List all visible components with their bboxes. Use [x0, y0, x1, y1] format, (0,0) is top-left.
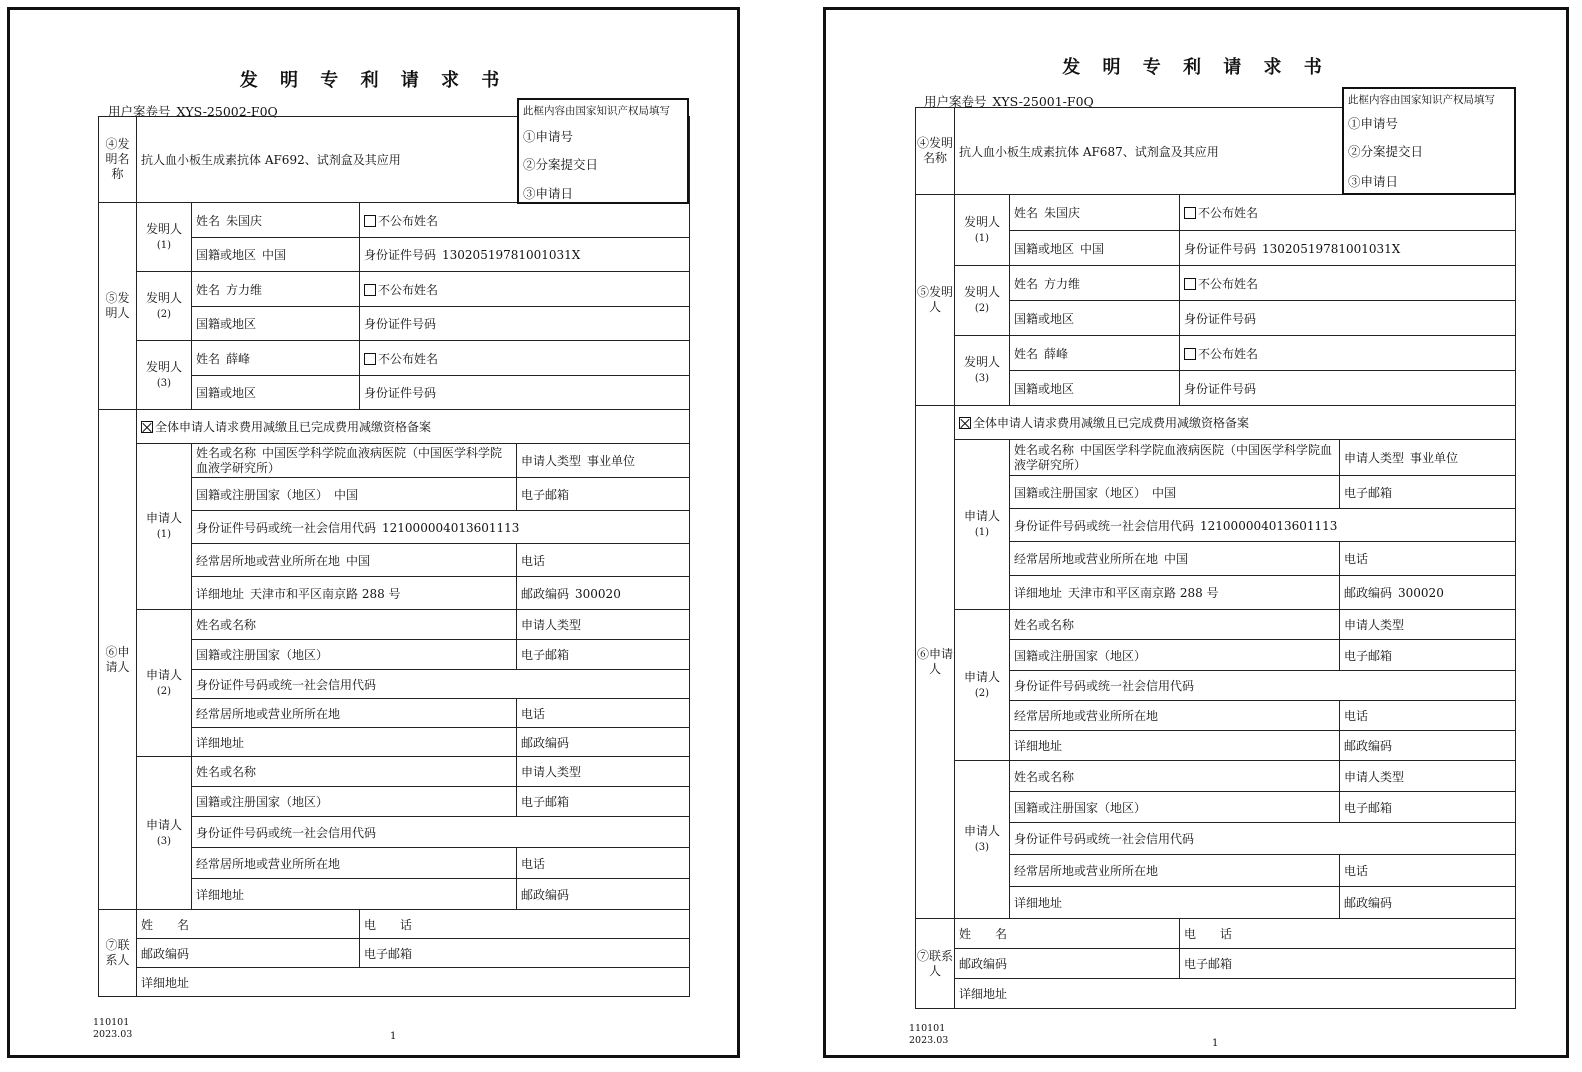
- applicant-2-email: 电子邮箱: [517, 640, 690, 670]
- inventor-3-name: 姓名 薛峰: [1010, 336, 1180, 371]
- inventor-1-name: 姓名 朱国庆: [1010, 195, 1180, 231]
- applicant-2-address: 详细地址: [192, 728, 517, 757]
- applicant-1-name: 姓名或名称 中国医学科学院血液病医院（中国医学科学院血液学研究所）: [1010, 440, 1340, 476]
- applicant-1-email: 电子邮箱: [517, 478, 690, 511]
- applicant-section-label: ⑥申请人: [99, 410, 137, 910]
- contact-email: 电子邮箱: [360, 939, 690, 968]
- invention-name-label: ④发明名称: [916, 108, 955, 195]
- applicant-3-label: 申请人 (3): [137, 757, 192, 910]
- applicant-1-type: 申请人类型 事业单位: [1340, 440, 1516, 476]
- applicant-1-email: 电子邮箱: [1340, 476, 1516, 509]
- applicant-2-residence: 经常居所地或营业所所在地: [1010, 701, 1340, 731]
- case-number-label: 用户案卷号: [108, 104, 171, 119]
- checkbox-icon[interactable]: [1184, 348, 1196, 360]
- applicant-2-address: 详细地址: [1010, 731, 1340, 761]
- case-number-value: XYS-25002-F0Q: [176, 104, 278, 119]
- inventor-3-nationality: 国籍或地区: [1010, 371, 1180, 406]
- office-use-box: [517, 98, 689, 204]
- page-number: 1: [1212, 1038, 1219, 1049]
- applicant-3-postcode: 邮政编码: [1340, 887, 1516, 919]
- inventor-3-hide-name[interactable]: 不公布姓名: [1180, 336, 1516, 371]
- office-use-note: 此框内容由国家知识产权局填写: [523, 105, 670, 117]
- checkbox-icon[interactable]: [1184, 207, 1196, 219]
- form-title: 发 明 专 利 请 求 书: [239, 70, 508, 91]
- inventor-2-hide-name[interactable]: 不公布姓名: [1180, 266, 1516, 301]
- applicant-2-country: 国籍或注册国家（地区）: [192, 640, 517, 670]
- office-use-box: [1342, 87, 1516, 195]
- applicant-3-postcode: 邮政编码: [517, 879, 690, 910]
- inventor-3-id: 身份证件号码: [1180, 371, 1516, 406]
- inventor-1-hide-name[interactable]: 不公布姓名: [360, 203, 690, 238]
- applicant-3-country: 国籍或注册国家（地区）: [1010, 792, 1340, 823]
- form-title: 发 明 专 利 请 求 书: [1062, 57, 1330, 78]
- application-date-field: ③申请日: [1348, 174, 1399, 189]
- contact-name: 姓 名: [955, 919, 1180, 949]
- applicant-1-postcode: 邮政编码 300020: [1340, 576, 1516, 610]
- applicant-2-label: 申请人 (2): [137, 610, 192, 757]
- applicant-3-address: 详细地址: [192, 879, 517, 910]
- contact-postcode: 邮政编码: [137, 939, 360, 968]
- applicant-3-phone: 电话: [1340, 855, 1516, 887]
- contact-name: 姓 名: [137, 910, 360, 939]
- application-date-field: ③申请日: [523, 186, 574, 201]
- applicant-1-name: 姓名或名称 中国医学科学院血液病医院（中国医学科学院血液学研究所）: [192, 444, 517, 478]
- checked-box-icon[interactable]: [959, 417, 971, 429]
- form-page-2: [823, 7, 1569, 1058]
- contact-postcode: 邮政编码: [955, 949, 1180, 979]
- applicant-1-residence: 经常居所地或营业所所在地 中国: [1010, 542, 1340, 576]
- applicant-3-type: 申请人类型: [517, 757, 690, 787]
- checkbox-icon[interactable]: [364, 353, 376, 365]
- applicant-1-residence: 经常居所地或营业所所在地 中国: [192, 544, 517, 577]
- inventor-1-label: 发明人 (1): [955, 195, 1010, 266]
- case-number-label: 用户案卷号: [924, 94, 987, 109]
- contact-phone: 电 话: [360, 910, 690, 939]
- page-number: 1: [390, 1031, 397, 1042]
- applicant-3-country: 国籍或注册国家（地区）: [192, 787, 517, 817]
- inventor-1-id: 身份证件号码 13020519781001031X: [360, 238, 690, 272]
- applicant-3-name: 姓名或名称: [1010, 761, 1340, 792]
- invention-name-label: ④发明名称: [99, 117, 137, 203]
- applicant-2-phone: 电话: [517, 699, 690, 728]
- applicant-3-residence: 经常居所地或营业所所在地: [192, 848, 517, 879]
- inventor-2-name: 姓名 方力维: [1010, 266, 1180, 301]
- contact-section-label: ⑦联系人: [916, 919, 955, 1009]
- applicant-3-address: 详细地址: [1010, 887, 1340, 919]
- inventor-3-nationality: 国籍或地区: [192, 376, 360, 410]
- applicant-1-label: 申请人 (1): [137, 444, 192, 610]
- checked-box-icon[interactable]: [141, 421, 153, 433]
- inventor-1-label: 发明人 (1): [137, 203, 192, 272]
- applicant-1-code: 身份证件号码或统一社会信用代码 121000004013601113: [192, 511, 690, 544]
- form-code: 110101 2023.03: [909, 1023, 949, 1046]
- inventor-3-label: 发明人 (3): [955, 336, 1010, 406]
- contact-phone: 电 话: [1180, 919, 1516, 949]
- inventor-2-label: 发明人 (2): [137, 272, 192, 341]
- inventor-1-nationality: 国籍或地区 中国: [192, 238, 360, 272]
- applicant-3-phone: 电话: [517, 848, 690, 879]
- inventor-3-label: 发明人 (3): [137, 341, 192, 410]
- application-number-field: ①申请号: [1348, 116, 1399, 131]
- applicant-1-address: 详细地址 天津市和平区南京路 288 号: [192, 577, 517, 610]
- applicant-3-email: 电子邮箱: [1340, 792, 1516, 823]
- fee-reduction-option[interactable]: 全体申请人请求费用减缴且已完成费用减缴资格备案: [137, 410, 690, 444]
- inventor-1-hide-name[interactable]: 不公布姓名: [1180, 195, 1516, 231]
- inventor-3-hide-name[interactable]: 不公布姓名: [360, 341, 690, 376]
- applicant-3-code: 身份证件号码或统一社会信用代码: [1010, 823, 1516, 855]
- applicant-1-phone: 电话: [1340, 542, 1516, 576]
- applicant-section-label: ⑥申请人: [916, 406, 955, 919]
- division-date-field: ②分案提交日: [523, 157, 599, 172]
- inventor-section-label: ⑤发明人: [916, 195, 955, 406]
- application-number-field: ①申请号: [523, 129, 574, 144]
- request-form-table: [98, 116, 690, 997]
- applicant-2-country: 国籍或注册国家（地区）: [1010, 640, 1340, 671]
- applicant-1-address: 详细地址 天津市和平区南京路 288 号: [1010, 576, 1340, 610]
- inventor-2-label: 发明人 (2): [955, 266, 1010, 336]
- invention-title: 抗人血小板生成素抗体 AF687、试剂盒及其应用: [955, 108, 1516, 195]
- fee-reduction-option[interactable]: 全体申请人请求费用减缴且已完成费用减缴资格备案: [955, 406, 1516, 440]
- inventor-2-id: 身份证件号码: [1180, 301, 1516, 336]
- applicant-3-email: 电子邮箱: [517, 787, 690, 817]
- inventor-1-name: 姓名 朱国庆: [192, 203, 360, 238]
- applicant-1-code: 身份证件号码或统一社会信用代码 121000004013601113: [1010, 509, 1516, 542]
- applicant-2-phone: 电话: [1340, 701, 1516, 731]
- applicant-1-type: 申请人类型 事业单位: [517, 444, 690, 478]
- applicant-1-phone: 电话: [517, 544, 690, 577]
- inventor-2-id: 身份证件号码: [360, 307, 690, 341]
- inventor-3-id: 身份证件号码: [360, 376, 690, 410]
- applicant-2-code: 身份证件号码或统一社会信用代码: [1010, 671, 1516, 701]
- applicant-2-type: 申请人类型: [517, 610, 690, 640]
- inventor-2-nationality: 国籍或地区: [1010, 301, 1180, 336]
- inventor-3-name: 姓名 薛峰: [192, 341, 360, 376]
- contact-address: 详细地址: [955, 979, 1516, 1009]
- applicant-2-name: 姓名或名称: [192, 610, 517, 640]
- applicant-2-code: 身份证件号码或统一社会信用代码: [192, 670, 690, 699]
- applicant-2-residence: 经常居所地或营业所所在地: [192, 699, 517, 728]
- checkbox-icon[interactable]: [364, 284, 376, 296]
- inventor-2-nationality: 国籍或地区: [192, 307, 360, 341]
- invention-title: 抗人血小板生成素抗体 AF692、试剂盒及其应用: [137, 117, 690, 203]
- applicant-2-email: 电子邮箱: [1340, 640, 1516, 671]
- applicant-1-country: 国籍或注册国家（地区） 中国: [192, 478, 517, 511]
- inventor-2-name: 姓名 方力维: [192, 272, 360, 307]
- checkbox-icon[interactable]: [364, 215, 376, 227]
- inventor-1-id: 身份证件号码 13020519781001031X: [1180, 231, 1516, 266]
- contact-section-label: ⑦联系人: [99, 910, 137, 997]
- applicant-1-postcode: 邮政编码 300020: [517, 577, 690, 610]
- applicant-3-type: 申请人类型: [1340, 761, 1516, 792]
- inventor-1-nationality: 国籍或地区 中国: [1010, 231, 1180, 266]
- division-date-field: ②分案提交日: [1348, 144, 1424, 159]
- applicant-1-country: 国籍或注册国家（地区） 中国: [1010, 476, 1340, 509]
- form-code: 110101 2023.03: [93, 1017, 133, 1040]
- applicant-2-name: 姓名或名称: [1010, 610, 1340, 640]
- case-number-value: XYS-25001-F0Q: [992, 94, 1094, 109]
- inventor-2-hide-name[interactable]: 不公布姓名: [360, 272, 690, 307]
- form-page-1: [7, 7, 740, 1058]
- applicant-2-type: 申请人类型: [1340, 610, 1516, 640]
- office-use-note: 此框内容由国家知识产权局填写: [1348, 94, 1495, 106]
- inventor-section-label: ⑤发明人: [99, 203, 137, 410]
- applicant-1-label: 申请人 (1): [955, 440, 1010, 610]
- applicant-2-postcode: 邮政编码: [1340, 731, 1516, 761]
- applicant-3-code: 身份证件号码或统一社会信用代码: [192, 817, 690, 848]
- checkbox-icon[interactable]: [1184, 278, 1196, 290]
- applicant-3-name: 姓名或名称: [192, 757, 517, 787]
- applicant-3-residence: 经常居所地或营业所所在地: [1010, 855, 1340, 887]
- request-form-table: [915, 107, 1516, 1009]
- contact-address: 详细地址: [137, 968, 690, 997]
- contact-email: 电子邮箱: [1180, 949, 1516, 979]
- applicant-2-label: 申请人 (2): [955, 610, 1010, 761]
- applicant-2-postcode: 邮政编码: [517, 728, 690, 757]
- applicant-3-label: 申请人 (3): [955, 761, 1010, 919]
